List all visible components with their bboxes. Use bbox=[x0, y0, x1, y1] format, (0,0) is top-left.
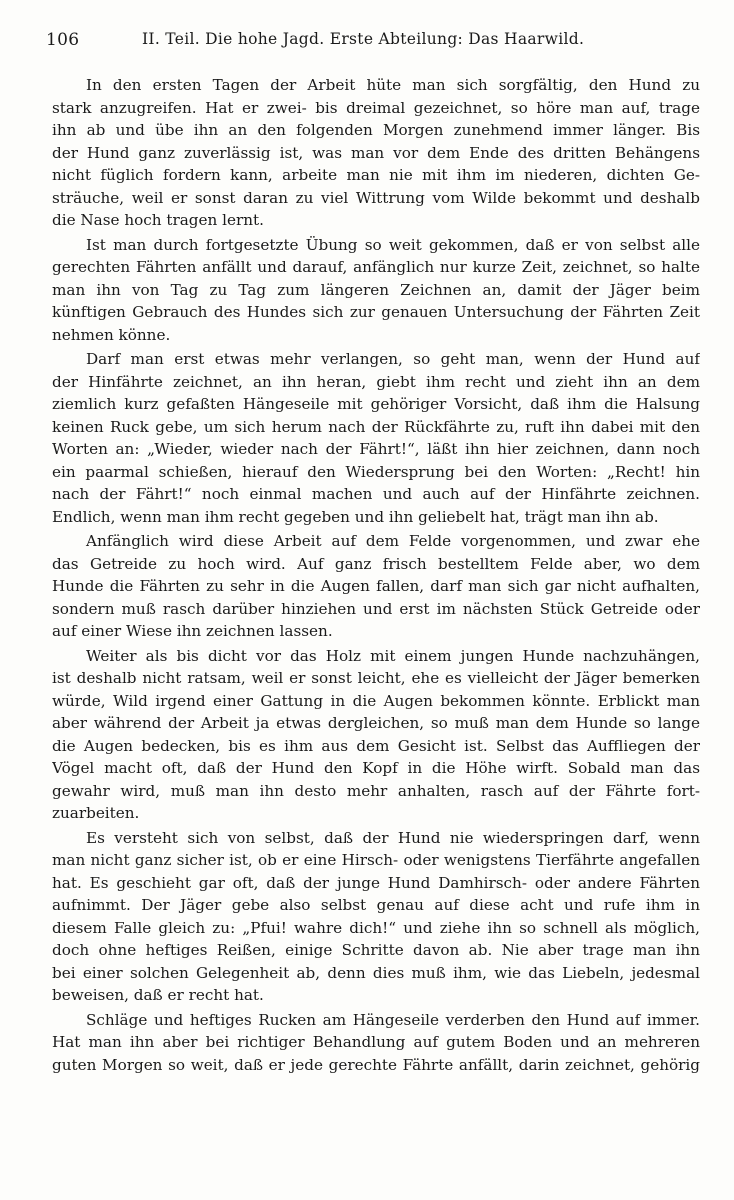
text-line: Weiter als bis dicht vor das Holz mit einem jungen Hunde nachzuhängen, bbox=[86, 646, 700, 665]
text-line: der Hund ganz zuverlässig ist, was man vor dem Ende des dritten Behängens bbox=[52, 143, 700, 162]
text-line: keinen Ruck gebe, um sich herum nach der Rückfährte zu, ruft ihn dabei mit den bbox=[52, 417, 700, 436]
text-line: ziemlich kurz gefaßten Hängeseile mit gehöriger Vorsicht, daß ihm die Halsung bbox=[52, 395, 700, 413]
text-line: aufnimmt. Der Jäger gebe also selbst genau auf diese acht und rufe ihm in bbox=[52, 896, 700, 914]
page-number: 106 bbox=[46, 30, 80, 50]
text-line: Worten an: „Wieder, wieder nach der Fährt!“, läßt ihn hier zeichnen, dann noch bbox=[52, 440, 700, 458]
paragraph bbox=[52, 827, 700, 1007]
text-line: man nicht ganz sicher ist, ob er eine Hirsch- oder wenigstens Tierfährte angefallen bbox=[52, 851, 700, 869]
text-line: Schläge und heftiges Rucken am Hängeseile verderben den Hund auf immer. bbox=[86, 1010, 700, 1029]
text-line: Ist man durch fortgesetzte Übung so weit gekommen, daß er von selbst alle bbox=[86, 235, 700, 254]
page-header bbox=[46, 28, 694, 56]
text-line: Hat man ihn aber bei richtiger Behandlung auf gutem Boden und an mehreren bbox=[52, 1033, 700, 1051]
text-line: die Augen bedecken, bis es ihm aus dem Gesicht ist. Selbst das Auffliegen der bbox=[52, 736, 700, 755]
text-line: Es versteht sich von selbst, daß der Hund nie wiederspringen darf, wenn bbox=[86, 828, 700, 847]
text-line: beweisen, daß er recht hat. bbox=[52, 986, 264, 1004]
text-line: nicht füglich fordern kann, arbeite man nie mit ihm im niederen, dichten Ge- bbox=[52, 166, 700, 184]
text-line: künftigen Gebrauch des Hundes sich zur genauen Untersuchung der Fährten Zeit bbox=[52, 303, 700, 321]
text-line: diesem Falle gleich zu: „Pfui! wahre dich!“ und ziehe ihn so schnell als möglich, bbox=[52, 918, 700, 937]
body-text bbox=[52, 74, 700, 1078]
text-line: nach der Fährt!“ noch einmal machen und auch auf der Hinfährte zeichnen. bbox=[52, 485, 700, 503]
text-line: ein paarmal schießen, hierauf den Wiedersprung bei den Worten: „Recht! hin bbox=[52, 462, 700, 481]
paragraph bbox=[52, 74, 700, 232]
text-line: doch ohne heftiges Reißen, einige Schritte davon ab. Nie aber trage man ihn bbox=[52, 941, 700, 959]
running-head: II. Teil. Die hohe Jagd. Erste Abteilung: Das Haarwild. bbox=[142, 30, 585, 48]
text-line: aber während der Arbeit ja etwas dergleichen, so muß man dem Hunde so lange bbox=[52, 714, 700, 732]
text-line: gewahr wird, muß man ihn desto mehr anhalten, rasch auf der Fährte fort- bbox=[52, 781, 700, 800]
text-line: auf einer Wiese ihn zeichnen lassen. bbox=[52, 622, 333, 640]
paragraph bbox=[52, 1009, 700, 1077]
text-line: sondern muß rasch darüber hinziehen und erst im nächsten Stück Getreide oder bbox=[52, 599, 700, 618]
text-line: ihn ab und übe ihn an den folgenden Morgen zunehmend immer länger. Bis bbox=[52, 121, 700, 139]
text-line: ist deshalb nicht ratsam, weil er sonst leicht, ehe es vielleicht der Jäger bemerken bbox=[52, 669, 700, 687]
paragraph bbox=[52, 234, 700, 347]
text-line: zuarbeiten. bbox=[52, 804, 140, 822]
text-line: die Nase hoch tragen lernt. bbox=[52, 211, 264, 229]
paragraph bbox=[52, 348, 700, 528]
text-line: würde, Wild irgend einer Gattung in die Augen bekommen könnte. Erblickt man bbox=[52, 691, 700, 710]
text-line: Darf man erst etwas mehr verlangen, so geht man, wenn der Hund auf bbox=[86, 350, 700, 368]
text-line: das Getreide zu hoch wird. Auf ganz frisch bestelltem Felde aber, wo dem bbox=[52, 554, 700, 573]
text-line: sträuche, weil er sonst daran zu viel Wittrung vom Wilde bekommt und deshalb bbox=[52, 188, 700, 207]
text-line: In den ersten Tagen der Arbeit hüte man sich sorgfältig, den Hund zu bbox=[86, 76, 700, 94]
text-line: Hunde die Fährten zu sehr in die Augen fallen, darf man sich gar nicht aufhalten, bbox=[52, 577, 700, 595]
text-line: hat. Es geschieht gar oft, daß der junge Hund Damhirsch- oder andere Fährten bbox=[52, 873, 700, 892]
text-line: der Hinfährte zeichnet, an ihn heran, giebt ihm recht und zieht ihn an dem bbox=[52, 372, 700, 391]
text-line: bei einer solchen Gelegenheit ab, denn dies muß ihm, wie das Liebeln, jedesmal bbox=[52, 963, 700, 982]
text-line: stark anzugreifen. Hat er zwei- bis dreimal gezeichnet, so höre man auf, trage bbox=[52, 98, 700, 117]
text-line: guten Morgen so weit, daß er jede gerechte Fährte anfällt, darin zeichnet, gehörig bbox=[52, 1055, 700, 1074]
paragraph bbox=[52, 530, 700, 643]
paragraph bbox=[52, 645, 700, 825]
text-line: nehmen könne. bbox=[52, 325, 171, 344]
text-line: Anfänglich wird diese Arbeit auf dem Felde vorgenommen, und zwar ehe bbox=[86, 532, 700, 550]
text-line: man ihn von Tag zu Tag zum längeren Zeichnen an, damit der Jäger beim bbox=[52, 280, 700, 299]
text-line: Vögel macht oft, daß der Hund den Kopf in die Höhe wirft. Sobald man das bbox=[52, 759, 700, 777]
text-line: gerechten Fährten anfällt und darauf, anfänglich nur kurze Zeit, zeichnet, so halte bbox=[52, 258, 700, 276]
text-line: Endlich, wenn man ihm recht gegeben und ihn geliebelt hat, trägt man ihn ab. bbox=[52, 507, 659, 526]
